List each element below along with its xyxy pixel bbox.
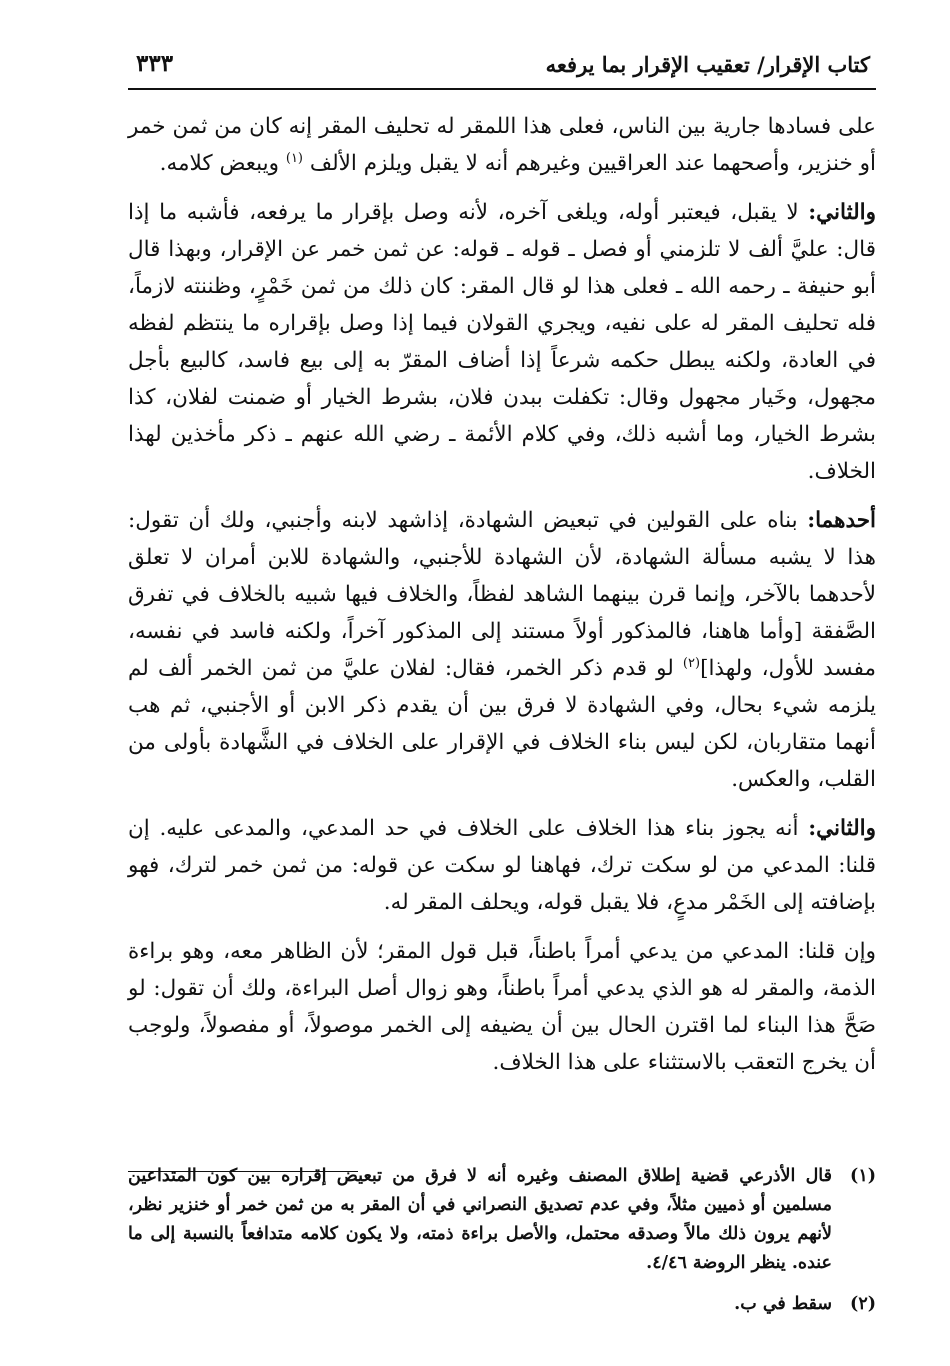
main-text xyxy=(128,108,876,1081)
paragraph-lead: والثاني: xyxy=(808,816,876,841)
footnote-number: (١) xyxy=(850,1166,876,1186)
footnote-ref: (١) xyxy=(285,150,303,166)
paragraph xyxy=(128,108,876,182)
paragraph-text: على فسادها جارية بين الناس، فعلى هذا اللمقر له تحليف المقر إنه كان من ثمن خمر أو خنزير، وأصحهما عند العراقيين وغيرهم أنه لا يقبل ويلزم الألف xyxy=(128,114,876,176)
footnote-number: (٢) xyxy=(850,1294,876,1314)
footnote-text: سقط في ب. xyxy=(734,1294,832,1314)
paragraph xyxy=(128,502,876,798)
paragraph-text: لا يقبل، فيعتبر أوله، ويلغى آخره، لأنه وصل بإقرار ما يرفعه، فأشبه ما إذا قال: عليَّ ألف لا تلزمني أو فصل ـ قوله ـ قوله: عن ثمن خمر عن الإقرار، وبهذا قال أبو حنيفة ـ رحمه الله ـ فعلى هذا لو قال المقر: كان ذلك من ثمن خَمْرٍ، وظننته لازماً، فله تحليف المقر له على نفيه، ويجري القولان فيما إذا وصل بإقراره ما ينتظم لفظه في العادة، ولكنه يبطل حكمه شرعاً إذا أضاف المقرّ به إلى بيع فاسد، كالبيع بأجل مجهول، وخَيار مجهول وقال: تكفلت ببدن فلان، بشرط الخيار أو ضمنت لفلان، كذا بشرط الخيار، وما أشبه ذلك، وفي كلام الأئمة ـ رضي الله عنهم ـ ذكر مأخذين لهذا الخلاف. xyxy=(128,200,876,484)
paragraph-text: لو قدم ذكر الخمر، فقال: لفلان عليَّ من ثمن الخمر ألف لم يلزمه شيء بحال، وفي الشهادة لا فرق بين أن يقدم ذكر الابن أو الأجنبي، ثم هب أنهما متقاربان، لكن ليس بناء الخلاف في الإقرار على الخلاف في الشَّهادة بأولى من القلب، والعكس. xyxy=(128,656,876,792)
running-header xyxy=(128,40,876,90)
paragraph xyxy=(128,810,876,921)
chapter-title: كتاب الإقرار/ تعقيب الإقرار بما يرفعه xyxy=(545,52,870,77)
page-number: ٣٣٣ xyxy=(136,50,174,77)
footnote xyxy=(128,1162,876,1278)
paragraph-text: وإن قلنا: المدعي من يدعي أمراً باطناً، قبل قول المقر؛ لأن الظاهر معه، وهو براءة الذمة، والمقر له هو الذي يدعي أمراً باطناً، وهو زوال أصل البراءة، ولك أن تقول: لو صَحَّ هذا البناء لما اقترن الحال بين أن يضيفه إلى الخمر موصولاً، أو مفصولاً، ولوجب أن يخرج التعقب بالاستثناء على هذا الخلاف. xyxy=(128,939,876,1075)
paragraph-text: بناه على القولين في تبعيض الشهادة، إذاشهد لابنه وأجنبي، ولك أن تقول: هذا لا يشبه مسألة الشهادة، لأن الشهادة للأجنبي، والشهادة للابن أمران لا تعلق لأحدهما بالآخر، وإنما قرن بينهما الشاهد لفظاً، والخلاف فيها شبيه بالخلاف في تفرق الصَّفقة [وأما هاهنا، فالمذكور أولاً مستند إلى المذكور آخراً، ولكنه فاسد في نفسه، مفسد للأول، ولهذا] xyxy=(128,508,876,681)
book-page xyxy=(128,40,876,1340)
footnote-text: قال الأذرعي قضية إطلاق المصنف وغيره أنه لا فرق من تبعيض إقراره بين كون المتداعين مسلمين أو ذميين مثلاً، وفي عدم تصديق النصراني في أن المقر به من ثمن خمر أو خنزير نظر، لأنهم يرون ذلك مالاً وصدقه محتمل، والأصل براءة ذمته، ولا يكون كلامه متدافعاً بالنسبة إلى ما عنده. ينظر الروضة ٤/٤٦. xyxy=(128,1166,832,1273)
paragraph-text: ويبعض كلامه. xyxy=(159,151,286,176)
footnote xyxy=(128,1290,876,1319)
footnote-ref: (٢) xyxy=(682,655,701,671)
paragraph-text: أنه يجوز بناء هذا الخلاف على الخلاف في حد المدعي، والمدعى عليه. إن قلنا: المدعي من لو سكت ترك، فهاهنا لو سكت عن قوله: من ثمن خمر لترك، فهو بإضافته إلى الخَمْر مدعٍ، فلا يقبل قوله، ويحلف المقر له. xyxy=(128,816,876,915)
paragraph-lead: والثاني: xyxy=(808,200,876,225)
footnotes xyxy=(128,1162,876,1331)
paragraph xyxy=(128,194,876,490)
paragraph-lead: أحدهما: xyxy=(807,508,876,533)
paragraph xyxy=(128,933,876,1081)
